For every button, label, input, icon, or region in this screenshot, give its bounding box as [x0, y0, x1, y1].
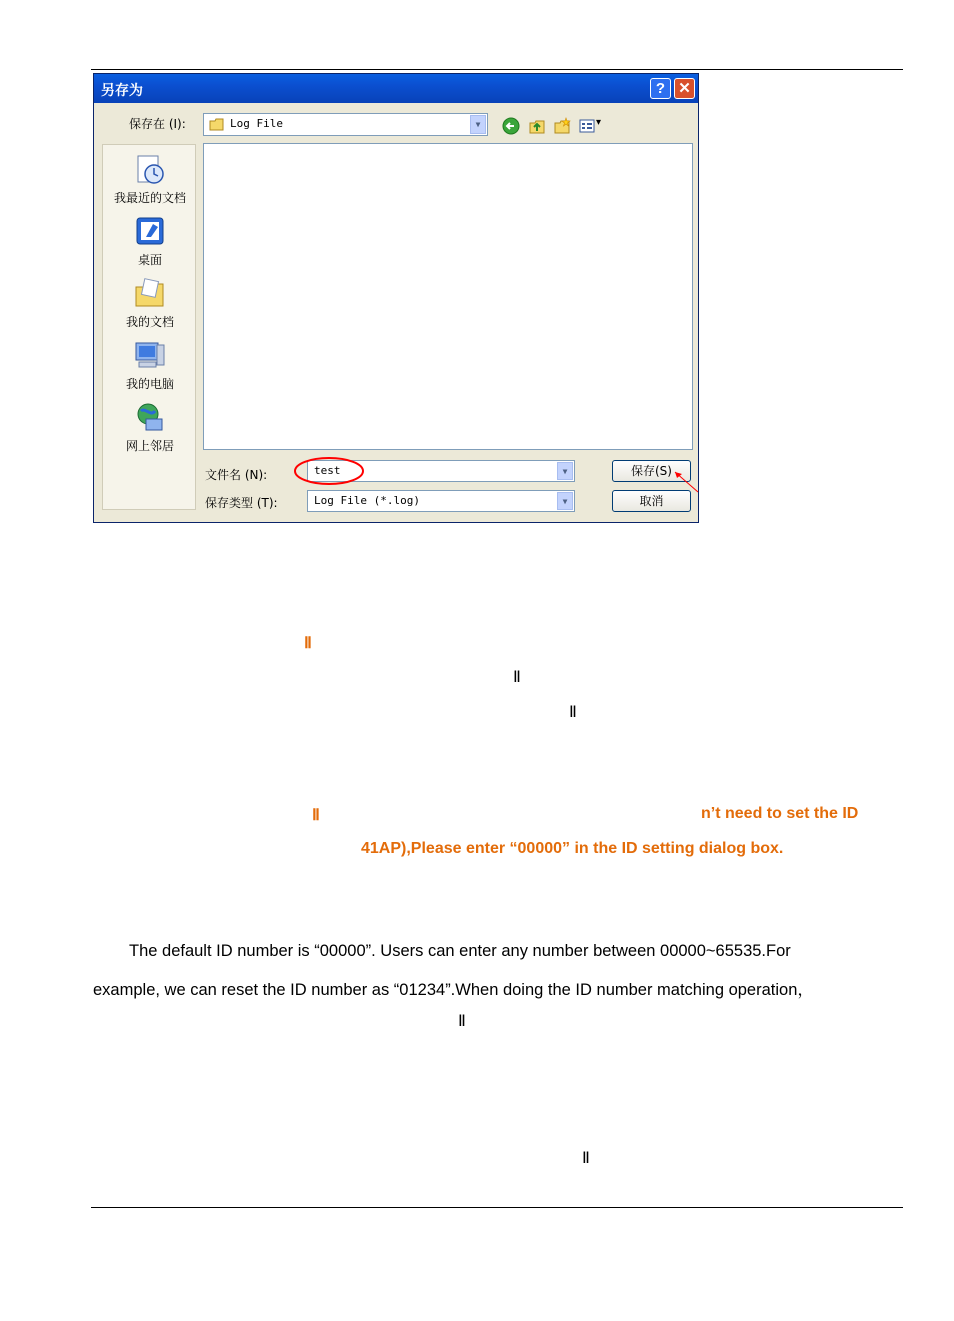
cancel-button[interactable]: 取消 — [612, 490, 691, 512]
place-my-computer-label: 我的电脑 — [125, 377, 174, 391]
title-bar[interactable] — [94, 74, 698, 103]
filetype-value: Log File (*.log) — [314, 494, 420, 507]
note-text-tail: n’t need to set the ID — [701, 805, 859, 822]
save-button[interactable]: 保存(S) — [612, 460, 691, 482]
chevron-down-icon[interactable]: ▼ — [557, 492, 573, 510]
save-in-combo[interactable] — [203, 113, 488, 136]
new-folder-icon[interactable] — [553, 117, 571, 135]
folder-icon — [209, 118, 225, 131]
red-circle-annotation — [293, 455, 365, 487]
save-as-dialog — [93, 73, 699, 523]
filename-label: 文件名 (N): — [205, 468, 268, 482]
roman-numeral-orange-2: Ⅱ — [312, 807, 320, 824]
chevron-down-icon[interactable]: ▼ — [470, 115, 486, 134]
roman-numeral-4: Ⅱ — [582, 1150, 590, 1167]
paragraph-line-1: The default ID number is “00000”. Users can enter any number between 00000~65535.For — [129, 942, 791, 960]
network-places-icon — [133, 401, 167, 435]
view-menu-arrow[interactable]: ▾ — [596, 117, 602, 128]
place-desktop-label: 桌面 — [137, 253, 162, 267]
filetype-label: 保存类型 (T): — [205, 496, 278, 510]
roman-numeral-orange-1: Ⅱ — [304, 635, 312, 652]
file-list[interactable] — [203, 143, 693, 450]
recent-documents-icon — [133, 153, 167, 187]
back-icon[interactable] — [502, 117, 520, 135]
places-bar — [102, 144, 196, 510]
dialog-title: 另存为 — [101, 83, 143, 99]
desktop-icon — [133, 215, 167, 249]
help-button[interactable]: ? — [650, 78, 671, 99]
footer-rule — [91, 1207, 903, 1208]
place-recent-label: 我最近的文档 — [113, 191, 186, 205]
note-text-line-2: 41AP),Please enter “00000” in the ID setting dialog box. — [361, 840, 784, 857]
save-in-label: 保存在 (I): — [129, 117, 186, 131]
roman-numeral-3: Ⅱ — [458, 1013, 466, 1030]
my-computer-icon — [133, 339, 167, 373]
view-menu-icon[interactable] — [579, 117, 595, 135]
my-documents-icon — [133, 277, 167, 311]
paragraph-line-2: example, we can reset the ID number as “01234”.When doing the ID number matching operation， — [93, 981, 814, 999]
close-button[interactable]: ✕ — [674, 78, 695, 99]
place-network-label: 网上邻居 — [125, 439, 174, 453]
filename-value[interactable]: test — [314, 464, 341, 477]
header-rule — [91, 69, 903, 70]
save-in-value: Log File — [230, 117, 283, 130]
place-network[interactable] — [103, 401, 197, 454]
place-recent[interactable] — [103, 153, 197, 206]
red-arrow-annotation — [672, 470, 700, 494]
place-my-computer[interactable] — [103, 339, 197, 392]
up-folder-icon[interactable] — [528, 117, 546, 135]
roman-numeral-2: Ⅱ — [569, 704, 577, 721]
roman-numeral-1: Ⅱ — [513, 669, 521, 686]
filetype-combo[interactable] — [307, 490, 575, 512]
chevron-down-icon[interactable]: ▼ — [557, 462, 573, 480]
place-my-documents[interactable] — [103, 277, 197, 330]
place-my-documents-label: 我的文档 — [125, 315, 174, 329]
place-desktop[interactable] — [103, 215, 197, 268]
